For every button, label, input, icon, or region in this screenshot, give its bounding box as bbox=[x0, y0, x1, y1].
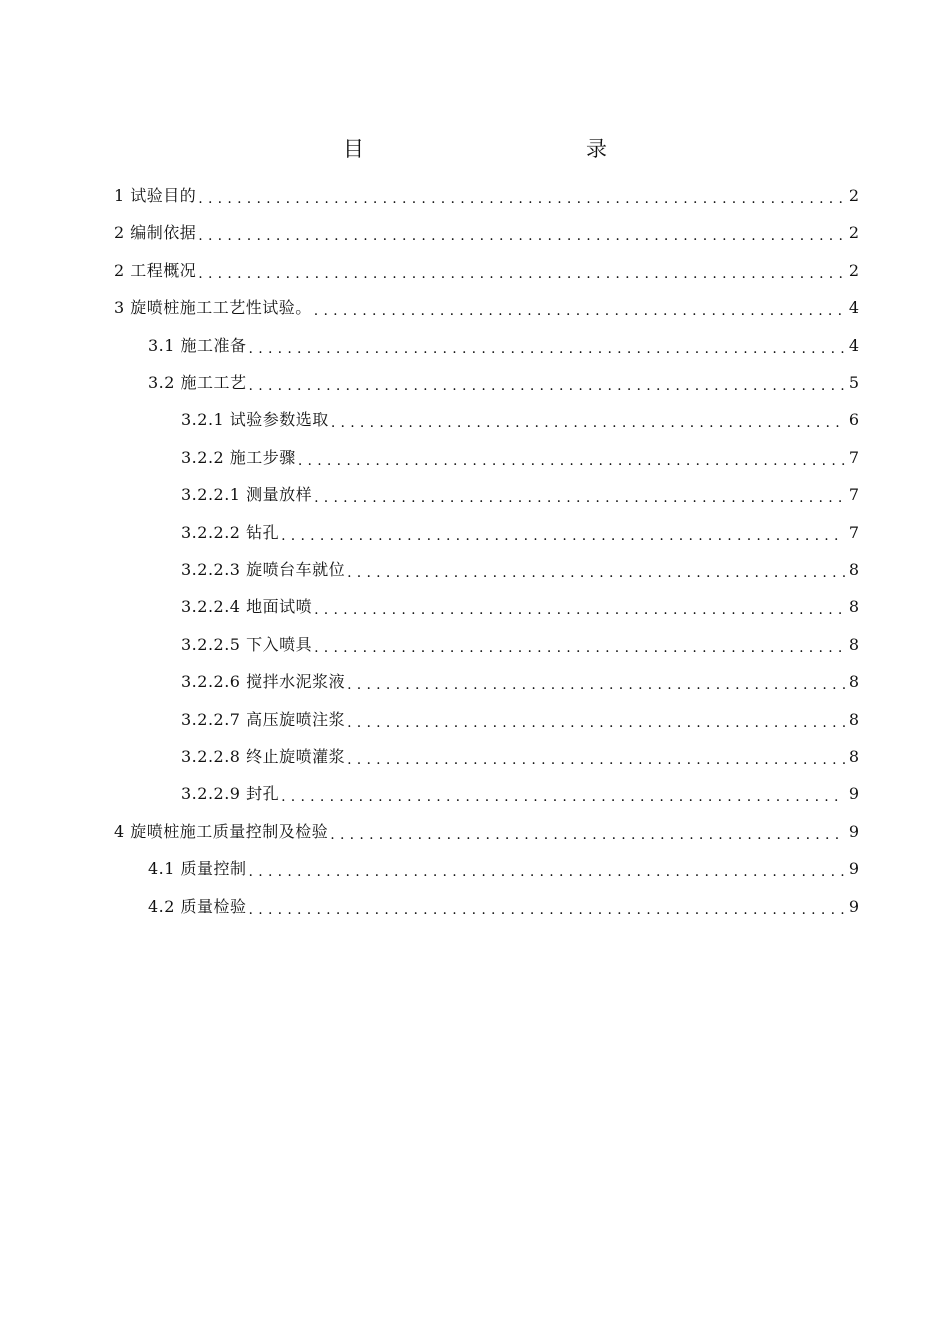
toc-entry-page-number: 2 bbox=[848, 223, 859, 243]
toc-entry-label: 1 试验目的 bbox=[114, 186, 197, 205]
toc-entry-label: 3.2.2.6 搅拌水泥浆液 bbox=[181, 672, 346, 692]
toc-entry-label: 3.2.1 试验参数选取 bbox=[181, 410, 329, 430]
toc-entry[interactable] bbox=[181, 476, 859, 513]
toc-entry[interactable] bbox=[114, 177, 859, 214]
toc-dot-leader bbox=[330, 813, 845, 850]
toc-dot-leader bbox=[314, 289, 845, 326]
toc-entry-page-number: 9 bbox=[848, 784, 859, 804]
toc-entry-label: 2 编制依据 bbox=[114, 223, 197, 243]
toc-entry-label: 3.2.2.5 下入喷具 bbox=[181, 634, 313, 654]
toc-entry[interactable] bbox=[114, 214, 859, 251]
toc-entry-page-number: 8 bbox=[848, 709, 859, 729]
toc-dot-leader bbox=[347, 738, 845, 775]
toc-entry[interactable] bbox=[181, 514, 859, 551]
toc-dot-leader bbox=[314, 588, 845, 625]
toc-entry[interactable] bbox=[181, 401, 859, 438]
toc-entry-label: 3.1 施工准备 bbox=[148, 335, 247, 355]
toc-dot-leader bbox=[347, 701, 845, 738]
toc-entry-label: 4.2 质量检验 bbox=[148, 896, 247, 916]
toc-entry[interactable] bbox=[181, 626, 859, 663]
toc-entry-page-number: 7 bbox=[848, 522, 859, 542]
toc-dot-leader bbox=[249, 327, 845, 364]
toc-entry-label: 3.2.2.3 旋喷台车就位 bbox=[181, 560, 346, 579]
toc-dot-leader bbox=[331, 401, 845, 438]
toc-entry-page-number: 4 bbox=[848, 335, 859, 355]
toc-entry[interactable] bbox=[148, 364, 859, 401]
toc-entry[interactable] bbox=[181, 663, 859, 700]
toc-entry-page-number: 2 bbox=[848, 186, 859, 205]
toc-dot-leader bbox=[314, 626, 845, 663]
toc-dot-leader bbox=[347, 663, 845, 700]
toc-entry-label: 3 旋喷桩施工工艺性试验。 bbox=[114, 298, 312, 318]
toc-entry-page-number: 2 bbox=[848, 260, 859, 280]
toc-entry[interactable] bbox=[114, 813, 859, 850]
toc-entry[interactable] bbox=[148, 888, 859, 925]
toc-entry-label: 4 旋喷桩施工质量控制及检验 bbox=[114, 821, 329, 841]
toc-entry-label: 3.2.2.8 终止旋喷灌浆 bbox=[181, 747, 346, 766]
toc-entry-page-number: 6 bbox=[848, 410, 859, 430]
toc-entry-page-number: 9 bbox=[848, 859, 859, 879]
toc-dot-leader bbox=[281, 514, 845, 551]
toc-entry[interactable] bbox=[181, 551, 859, 588]
toc-dot-leader bbox=[347, 551, 845, 588]
toc-title: 目 录 bbox=[343, 137, 667, 161]
toc-entry-page-number: 8 bbox=[848, 672, 859, 692]
toc-dot-leader bbox=[281, 775, 845, 812]
toc-entry[interactable] bbox=[114, 289, 859, 326]
toc-entry-label: 3.2.2 施工步骤 bbox=[181, 447, 296, 467]
toc-entry-page-number: 7 bbox=[848, 485, 859, 505]
toc-entry-page-number: 5 bbox=[848, 373, 859, 392]
toc-dot-leader bbox=[198, 252, 845, 289]
toc-entry-page-number: 8 bbox=[848, 747, 859, 766]
toc-dot-leader bbox=[314, 476, 845, 513]
toc-entry[interactable] bbox=[148, 327, 859, 364]
toc-entry[interactable] bbox=[181, 738, 859, 775]
toc-entry-label: 3.2.2.9 封孔 bbox=[181, 784, 280, 804]
toc-entry-label: 3.2.2.7 高压旋喷注浆 bbox=[181, 709, 346, 729]
toc-entry-label: 3.2 施工工艺 bbox=[148, 373, 247, 392]
toc-entry[interactable] bbox=[181, 775, 859, 812]
toc-entry-page-number: 8 bbox=[848, 597, 859, 617]
toc-dot-leader bbox=[249, 364, 845, 401]
toc-entry-label: 3.2.2.1 测量放样 bbox=[181, 485, 313, 505]
toc-entry-page-number: 9 bbox=[848, 896, 859, 916]
toc-dot-leader bbox=[298, 439, 845, 476]
toc-dot-leader bbox=[198, 214, 845, 251]
toc-entry-label: 3.2.2.4 地面试喷 bbox=[181, 597, 313, 617]
toc-entry-page-number: 8 bbox=[848, 560, 859, 579]
toc-entry[interactable] bbox=[181, 588, 859, 625]
toc-entry[interactable] bbox=[181, 701, 859, 738]
toc-entry-label: 2 工程概况 bbox=[114, 260, 197, 280]
toc-entry-label: 4.1 质量控制 bbox=[148, 859, 247, 879]
toc-entry-page-number: 4 bbox=[848, 298, 859, 318]
toc-entry-page-number: 9 bbox=[848, 821, 859, 841]
toc-dot-leader bbox=[198, 177, 845, 214]
toc-entry[interactable] bbox=[181, 439, 859, 476]
toc-entry-label: 3.2.2.2 钻孔 bbox=[181, 522, 280, 542]
toc-entry-page-number: 7 bbox=[848, 447, 859, 467]
toc-entry[interactable] bbox=[148, 850, 859, 887]
toc-entry-page-number: 8 bbox=[848, 634, 859, 654]
toc-dot-leader bbox=[249, 850, 845, 887]
toc-entry[interactable] bbox=[114, 252, 859, 289]
toc-dot-leader bbox=[249, 888, 845, 925]
